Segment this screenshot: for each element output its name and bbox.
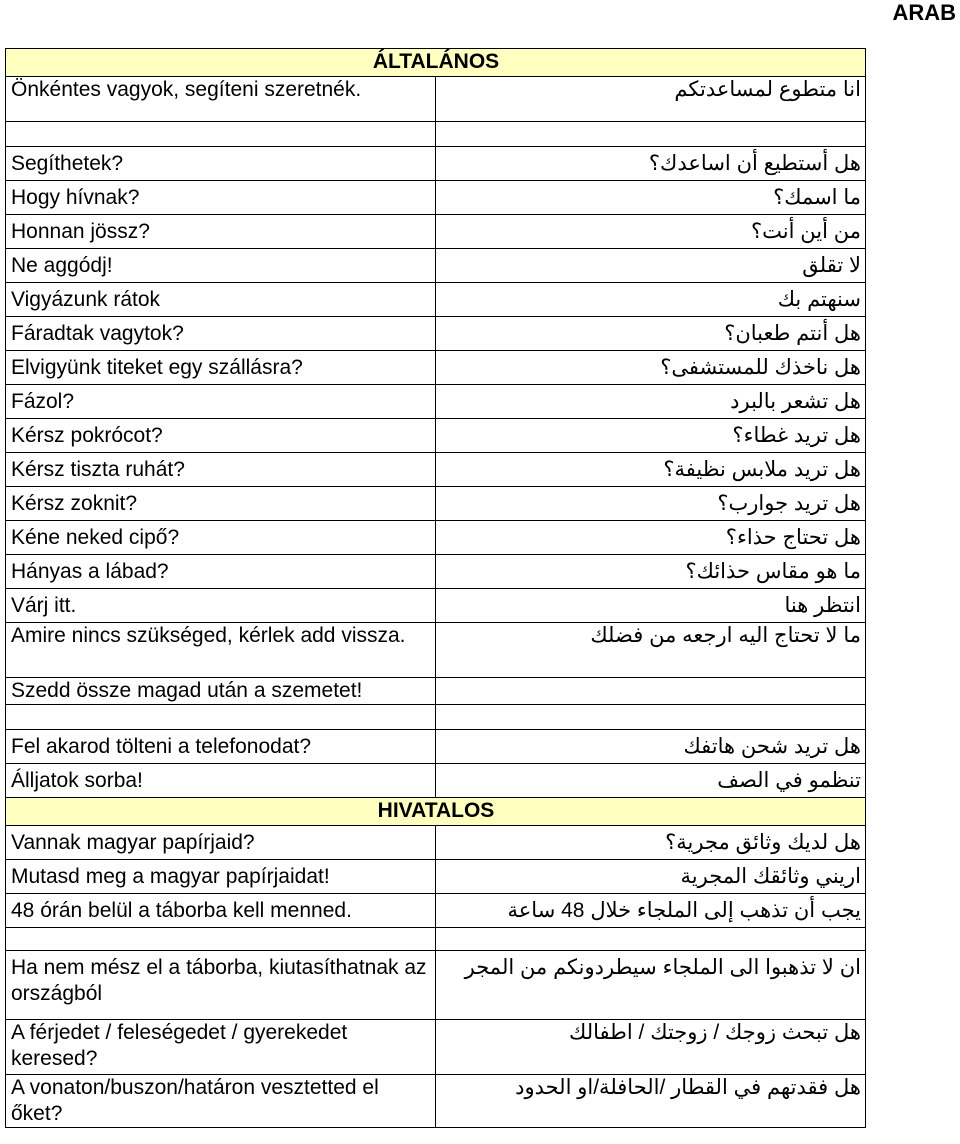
phrase-hu	[6, 705, 436, 730]
phrase-hu: Segíthetek?	[6, 147, 436, 181]
phrase-ar: تنظمو في الصف	[436, 764, 866, 798]
phrase-hu: A férjedet / feleségedet / gyerekedet keresed?	[6, 1020, 436, 1075]
phrase-ar: ما هو مقاس حذائك؟	[436, 555, 866, 589]
phrase-ar: لا تقلق	[436, 249, 866, 283]
section-title-official: HIVATALOS	[6, 798, 866, 826]
phrase-ar	[436, 678, 866, 705]
phrase-hu: Szedd össze magad után a szemetet!	[6, 678, 436, 705]
phrase-ar: انتظر هنا	[436, 589, 866, 623]
phrase-hu: Fáradtak vagytok?	[6, 317, 436, 351]
phrase-hu: Kérsz tiszta ruhát?	[6, 453, 436, 487]
phrase-hu: A vonaton/buszon/határon vesztetted el őket?	[6, 1075, 436, 1128]
phrase-hu: Álljatok sorba!	[6, 764, 436, 798]
phrase-ar: هل تبحث زوجك / زوجتك / اطفالك	[436, 1020, 866, 1075]
phrase-ar: ان لا تذهبوا الى الملجاء سيطردونكم من المجر	[436, 951, 866, 1020]
phrase-ar: ما اسمك؟	[436, 181, 866, 215]
phrase-hu: Kérsz zoknit?	[6, 487, 436, 521]
phrase-hu: Várj itt.	[6, 589, 436, 623]
phrase-hu: Vannak magyar papírjaid?	[6, 826, 436, 860]
phrase-hu: 48 órán belül a táborba kell menned.	[6, 894, 436, 928]
phrase-ar: هل فقدتهم في القطار /الحافلة/او الحدود	[436, 1075, 866, 1128]
phrase-hu: Mutasd meg a magyar papírjaidat!	[6, 860, 436, 894]
phrase-hu	[6, 928, 436, 951]
phrase-ar: هل تريد غطاء؟	[436, 419, 866, 453]
phrase-hu: Ha nem mész el a táborba, kiutasíthatnak az országból	[6, 951, 436, 1020]
phrase-ar: هل تريد جوارب؟	[436, 487, 866, 521]
phrase-ar: هل أنتم طعبان؟	[436, 317, 866, 351]
phrase-hu: Fel akarod tölteni a telefonodat?	[6, 730, 436, 764]
phrase-ar: هل تحتاج حذاء؟	[436, 521, 866, 555]
language-label: ARAB	[892, 0, 956, 25]
phrasebook-table	[5, 48, 866, 1128]
phrase-ar	[436, 122, 866, 147]
phrase-ar: هل تريد ملابس نظيفة؟	[436, 453, 866, 487]
phrase-hu: Kéne neked cipő?	[6, 521, 436, 555]
phrase-hu	[6, 122, 436, 147]
phrase-hu: Hogy hívnak?	[6, 181, 436, 215]
phrase-ar: هل لديك وثائق مجرية؟	[436, 826, 866, 860]
phrase-ar: من أين أنت؟	[436, 215, 866, 249]
phrase-ar	[436, 705, 866, 730]
phrase-hu: Hányas a lábad?	[6, 555, 436, 589]
phrase-ar: هل تريد شحن هاتفك	[436, 730, 866, 764]
phrase-hu: Ne aggódj!	[6, 249, 436, 283]
phrase-ar: سنهتم بك	[436, 283, 866, 317]
phrase-hu: Amire nincs szükséged, kérlek add vissza.	[6, 623, 436, 678]
phrase-ar: هل أستطيع أن اساعدك؟	[436, 147, 866, 181]
phrase-ar: هل ناخذك للمستشفى؟	[436, 351, 866, 385]
phrase-ar: اريني وثائقك المجرية	[436, 860, 866, 894]
phrase-hu: Fázol?	[6, 385, 436, 419]
phrase-ar: انا متطوع لمساعدتكم	[436, 77, 866, 122]
phrase-ar	[436, 928, 866, 951]
phrase-hu: Önkéntes vagyok, segíteni szeretnék.	[6, 77, 436, 122]
phrase-hu: Honnan jössz?	[6, 215, 436, 249]
phrase-hu: Vigyázunk rátok	[6, 283, 436, 317]
phrase-ar: ما لا تحتاج اليه ارجعه من فضلك	[436, 623, 866, 678]
section-title-general: ÁLTALÁNOS	[6, 49, 866, 77]
phrase-hu: Kérsz pokrócot?	[6, 419, 436, 453]
phrase-ar: يجب أن تذهب إلى الملجاء خلال 48 ساعة	[436, 894, 866, 928]
phrase-ar: هل تشعر بالبرد	[436, 385, 866, 419]
phrase-hu: Elvigyünk titeket egy szállásra?	[6, 351, 436, 385]
